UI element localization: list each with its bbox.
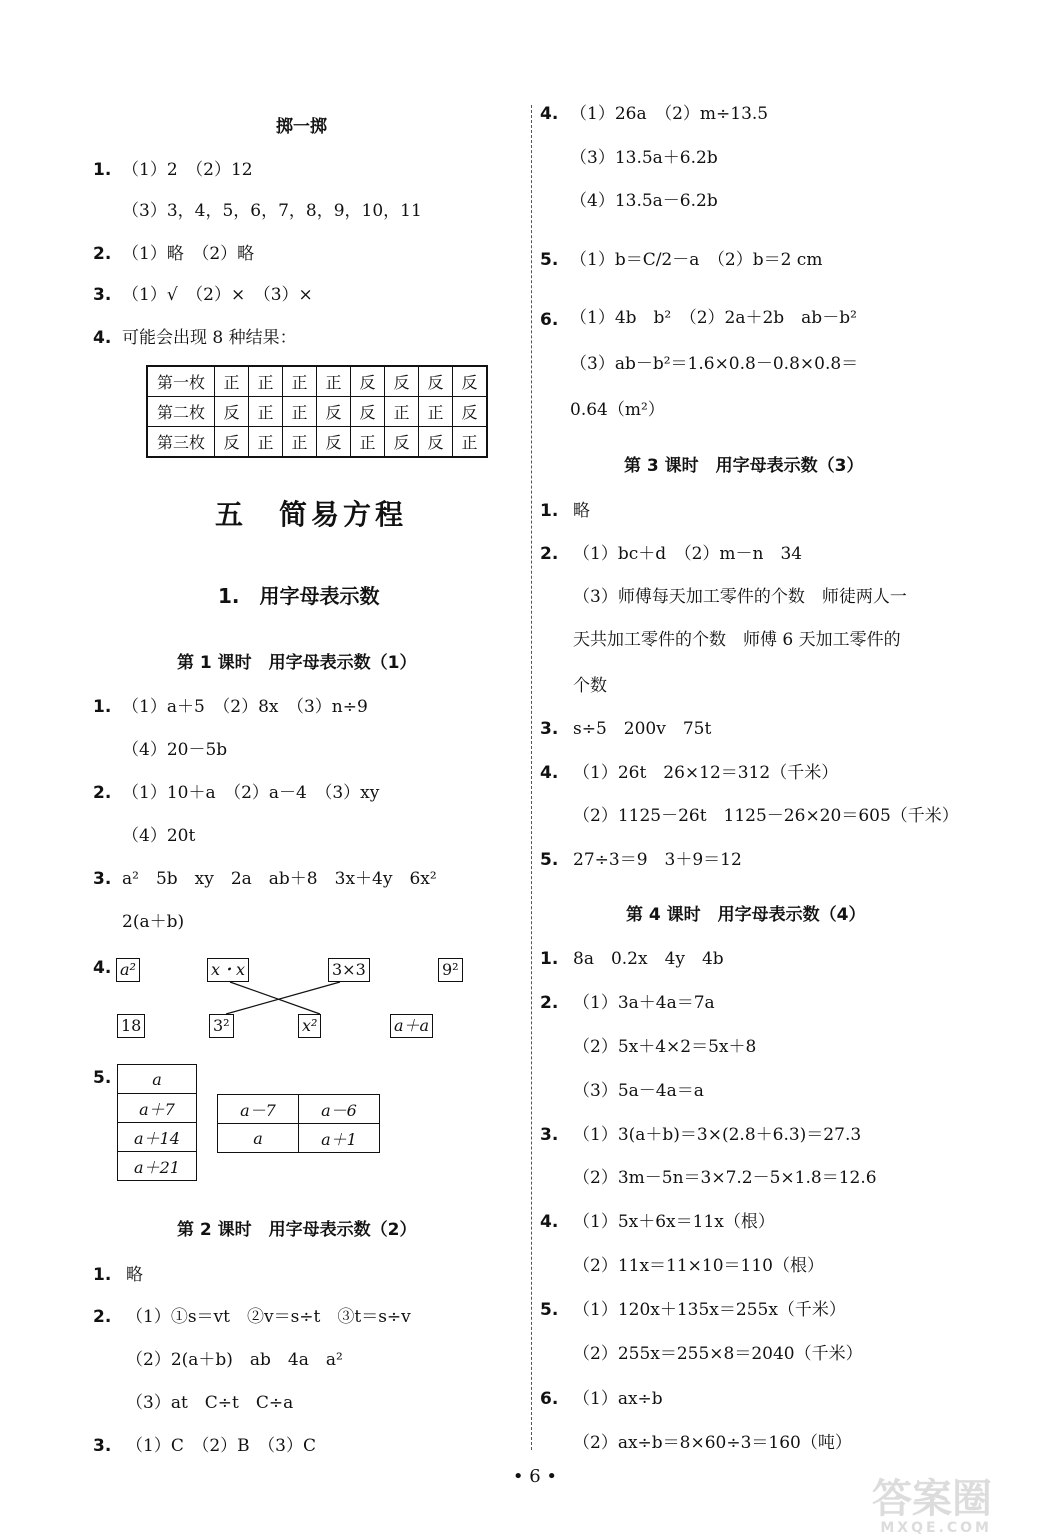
table-cell: a－7 [218,1095,299,1124]
question-number: 3. [93,285,112,305]
table-cell: 反 [453,397,488,427]
answer-line: 27÷3＝9 3＋9＝12 [573,850,742,870]
table-cell: 正 [453,427,488,458]
question-number: 4. [93,328,112,348]
table-cell: 反 [385,427,419,458]
question-number: 1. [93,160,112,180]
answer-line: （1）bc＋d （2）m－n 34 [573,544,803,564]
table-cell: a＋21 [118,1152,197,1181]
table-cell: 反 [215,397,249,427]
question-number: 1. [93,697,112,717]
answer-line: （2）255x＝255×8＝2040（千米） [573,1344,863,1364]
answer-line: （1）ax÷b [573,1389,663,1409]
answer-line: s÷5 200v 75t [573,719,712,739]
row-header: 第一枚 [147,366,215,397]
answer-line: （3）13.5a＋6.2b [570,148,718,168]
question-number: 5. [540,1300,559,1320]
table-cell: 正 [317,366,351,397]
answer-line: 2(a＋b) [122,912,185,932]
row-header: 第二枚 [147,397,215,427]
table-cell: a＋1 [299,1124,380,1153]
table-row [147,397,487,427]
lesson-title: 第 3 课时 用字母表示数（3） [624,456,864,476]
match-top-box: 3×3 [328,958,370,982]
matching-lines [200,978,360,1020]
answer-line: 略 [126,1265,143,1285]
question-number: 4. [93,958,112,978]
section-title: 1. 用字母表示数 [218,584,380,608]
q5-grid-table [217,1094,380,1153]
match-bottom-box: x² [298,1014,321,1038]
match-top-box: x・x [207,958,249,982]
table-cell: 正 [385,397,419,427]
question-number: 2. [540,993,559,1013]
lesson-title: 第 2 课时 用字母表示数（2） [177,1220,417,1240]
question-number: 2. [93,1307,112,1327]
chapter-title: 五 简易方程 [215,498,408,531]
answer-line: （1）a＋5 （2）8x （3）n÷9 [122,697,368,717]
match-top-box: a² [116,958,140,982]
question-number: 5. [540,850,559,870]
answer-line: （3）3，4，5，6，7，8，9，10，11 [122,201,422,221]
question-number: 4. [540,1212,559,1232]
table-cell: 正 [283,397,317,427]
question-number: 3. [540,719,559,739]
table-cell: 正 [283,427,317,458]
answer-line: （1）26a （2）m÷13.5 [570,104,769,124]
answer-line: （1）120x＋135x＝255x（千米） [573,1300,846,1320]
question-number: 2. [93,244,112,264]
question-number: 6. [540,1389,559,1409]
answer-line: 0.64（m²） [570,400,665,420]
answer-line: （1）b＝C/2－a （2）b＝2 cm [570,250,823,270]
match-top-box: 9² [438,958,463,982]
answer-line: （1）5x＋6x＝11x（根） [573,1212,775,1232]
page-number: • 6 • [512,1466,558,1487]
answer-line: （1）3a＋4a＝7a [573,993,715,1013]
answer-line: （3）at C÷t C÷a [126,1393,294,1413]
answer-line: （1）10＋a （2）a－4 （3）xy [122,783,380,803]
answer-line: 略 [573,501,590,521]
table-cell: 反 [215,427,249,458]
answer-line: 个数 [573,676,607,696]
lesson-title: 第 4 课时 用字母表示数（4） [626,905,866,925]
question-number: 3. [540,1125,559,1145]
answer-line: （1）2 （2）12 [122,160,253,180]
answer-line: 可能会出现 8 种结果： [122,328,297,348]
answer-line: 8a 0.2x 4y 4b [573,949,724,969]
question-number: 1. [540,949,559,969]
answer-line: （1）略 （2）略 [122,244,255,264]
table-row [147,427,487,458]
question-number: 3. [93,869,112,889]
table-cell: 反 [419,427,453,458]
table-cell: 反 [385,366,419,397]
row-header: 第三枚 [147,427,215,458]
answer-line: （4）20t [122,826,196,846]
table-cell: 反 [351,397,385,427]
table-cell: 正 [249,366,283,397]
question-number: 5. [93,1068,112,1088]
answer-line: （1）26t 26×12＝312（千米） [573,763,839,783]
question-number: 5. [540,250,559,270]
answer-line: （1）①s＝vt ②v＝s÷t ③t＝s÷v [126,1307,411,1327]
match-bottom-box: a＋a [390,1014,433,1038]
table-cell: 正 [215,366,249,397]
question-number: 4. [540,104,559,124]
answer-line: （3）ab－b²＝1.6×0.8－0.8×0.8＝ [570,354,859,374]
lesson-title: 第 1 课时 用字母表示数（1） [177,653,417,673]
table-cell: a＋7 [118,1094,197,1123]
coin-results-table [146,365,488,458]
question-number: 3. [93,1436,112,1456]
answer-line: （4）13.5a－6.2b [570,191,718,211]
answer-line: （2）5x＋4×2＝5x＋8 [573,1037,757,1057]
answer-line: a² 5b xy 2a ab＋8 3x＋4y 6x² [122,869,437,889]
answer-line: （2）1125－26t 1125－26×20＝605（千米） [573,806,959,826]
column-divider [531,105,532,1450]
question-number: 4. [540,763,559,783]
table-cell: a－6 [299,1095,380,1124]
answer-line: （2）2(a＋b) ab 4a a² [126,1350,343,1370]
answer-line: （2）11x＝11×10＝110（根） [573,1256,824,1276]
q5-column-table [117,1064,197,1181]
table-cell: 正 [419,397,453,427]
watermark-logo: 答案圈 MXQE.COM [872,1476,992,1536]
answer-line: （3）5a－4a＝a [573,1081,704,1101]
answer-line: （1）4b b² （2）2a＋2b ab－b² [570,308,857,328]
table-cell: 反 [317,397,351,427]
table-cell: 正 [249,427,283,458]
question-number: 1. [93,1265,112,1285]
table-cell: 正 [283,366,317,397]
match-bottom-box: 3² [209,1014,234,1038]
table-cell: a＋14 [118,1123,197,1152]
table-cell: a [118,1065,197,1094]
table-cell: 反 [453,366,488,397]
table-cell: 反 [351,366,385,397]
answer-line: （1）√ （2）× （3）× [122,285,313,305]
table-cell: 正 [351,427,385,458]
table-cell: a [218,1124,299,1153]
answer-line: （1）3(a＋b)＝3×(2.8＋6.3)＝27.3 [573,1125,862,1145]
table-row [147,366,487,397]
table-cell: 反 [317,427,351,458]
answer-line: （3）师傅每天加工零件的个数 师徒两人一 [573,587,907,607]
answer-line: （1）C （2）B （3）C [126,1436,316,1456]
answer-line: （2）ax÷b＝8×60÷3＝160（吨） [573,1433,852,1453]
table-cell: 正 [249,397,283,427]
question-number: 1. [540,501,559,521]
question-number: 2. [540,544,559,564]
answer-line: （2）3m－5n＝3×7.2－5×1.8＝12.6 [573,1168,877,1188]
question-number: 2. [93,783,112,803]
answer-line: 天共加工零件的个数 师傅 6 天加工零件的 [573,630,901,650]
answer-line: （4）20－5b [122,740,228,760]
question-number: 6. [540,310,559,330]
match-bottom-box: 18 [117,1014,145,1038]
section-title-throw: 掷一掷 [276,117,327,137]
table-cell: 反 [419,366,453,397]
